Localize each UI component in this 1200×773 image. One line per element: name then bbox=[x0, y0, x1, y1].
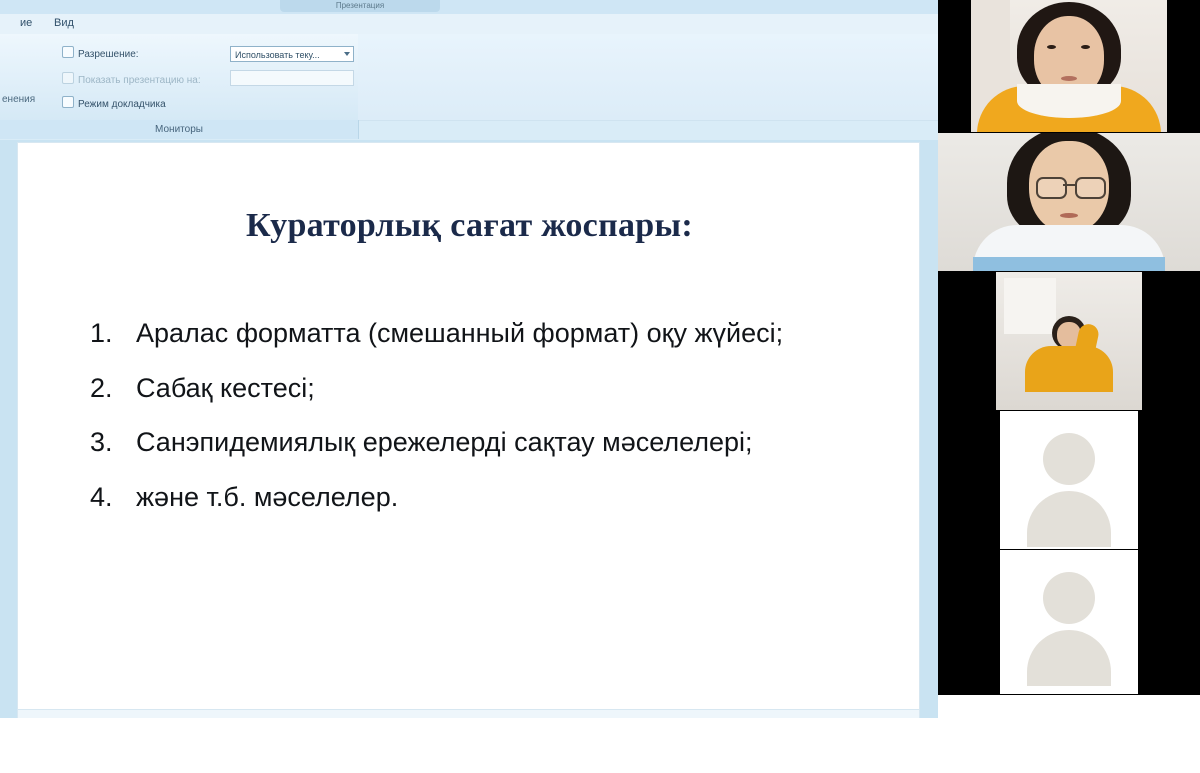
list-item-text: Сабақ кестесі; bbox=[136, 372, 315, 403]
presenter-mode-row[interactable] bbox=[62, 96, 166, 114]
list-item-text: Аралас форматта (смешанный формат) оқу жүйесі; bbox=[136, 318, 784, 348]
avatar-placeholder-4 bbox=[1000, 411, 1138, 549]
resolution-combobox[interactable] bbox=[230, 46, 354, 62]
avatar-body-icon bbox=[1027, 630, 1111, 686]
person-torso bbox=[1025, 346, 1113, 392]
resolution-label: Разрешение: bbox=[78, 49, 139, 60]
list-item bbox=[78, 422, 878, 463]
list-item-text: Санэпидемиялық ережелерді сақтау мәселелері; bbox=[136, 427, 753, 457]
bottom-whitespace bbox=[0, 718, 938, 773]
resolution-combobox-value: Использовать теку... bbox=[235, 50, 320, 60]
video-window-light bbox=[1004, 278, 1056, 334]
person-mouth bbox=[1060, 213, 1078, 218]
ribbon-empty-area bbox=[358, 34, 938, 121]
slide-bullet-list bbox=[78, 313, 878, 531]
participant-tile-1[interactable] bbox=[938, 0, 1200, 133]
glasses-icon-right bbox=[1075, 177, 1106, 199]
ribbon-left-truncated-label: енения bbox=[2, 94, 36, 105]
participant-tile-2[interactable] bbox=[938, 133, 1200, 272]
resolution-row bbox=[62, 46, 139, 64]
video-strip-empty-area bbox=[938, 695, 1200, 773]
person-mouth bbox=[1061, 76, 1077, 81]
ribbon-group-label-monitors: Мониторы bbox=[0, 120, 359, 139]
ribbon-tab-view[interactable]: Вид bbox=[54, 17, 74, 29]
avatar-head-icon bbox=[1043, 572, 1095, 624]
person-eye-left bbox=[1047, 45, 1056, 49]
list-item-number: 4. bbox=[90, 481, 113, 512]
window-titlebar bbox=[0, 0, 938, 14]
show-presentation-on-combobox[interactable] bbox=[230, 70, 354, 86]
person-shirt bbox=[973, 257, 1165, 271]
list-item-text: және т.б. мәселелер. bbox=[136, 481, 399, 512]
chevron-down-icon bbox=[344, 52, 350, 56]
participant-tile-5[interactable] bbox=[938, 550, 1200, 695]
ribbon-tab-strip bbox=[0, 14, 938, 35]
glasses-bridge bbox=[1063, 184, 1075, 186]
glasses-icon-left bbox=[1036, 177, 1067, 199]
monitor-icon bbox=[62, 72, 74, 84]
participant-video-2 bbox=[938, 133, 1200, 271]
avatar-placeholder-5 bbox=[1000, 550, 1138, 694]
resolution-icon bbox=[62, 46, 74, 58]
list-item-number: 2. bbox=[90, 372, 113, 403]
show-presentation-on-row bbox=[62, 72, 201, 90]
participant-tile-3[interactable] bbox=[938, 272, 1200, 411]
participant-video-1 bbox=[971, 0, 1167, 132]
person-eye-right bbox=[1081, 45, 1090, 49]
list-item bbox=[78, 477, 878, 518]
person-hood bbox=[1017, 84, 1121, 118]
avatar-head-icon bbox=[1043, 433, 1095, 485]
list-item bbox=[78, 313, 878, 354]
powerpoint-ribbon bbox=[0, 0, 938, 140]
list-item-number: 1. bbox=[90, 318, 113, 348]
presenter-mode-label: Режим докладчика bbox=[78, 99, 166, 110]
avatar-body-icon bbox=[1027, 491, 1111, 547]
presentation-slide[interactable] bbox=[17, 142, 920, 710]
ribbon-tab-partial[interactable]: ие bbox=[20, 17, 33, 29]
window-title: Презентация bbox=[280, 0, 440, 12]
list-item bbox=[78, 368, 878, 409]
checkbox-icon[interactable] bbox=[62, 96, 74, 108]
slide-title: Кураторлық сағат жоспары: bbox=[246, 207, 693, 244]
participant-tile-4[interactable] bbox=[938, 411, 1200, 550]
list-item-number: 3. bbox=[90, 427, 113, 457]
show-presentation-on-label: Показать презентацию на: bbox=[78, 75, 201, 86]
participant-video-strip bbox=[938, 0, 1200, 773]
participant-video-3 bbox=[996, 272, 1142, 410]
slide-stage bbox=[0, 140, 938, 773]
